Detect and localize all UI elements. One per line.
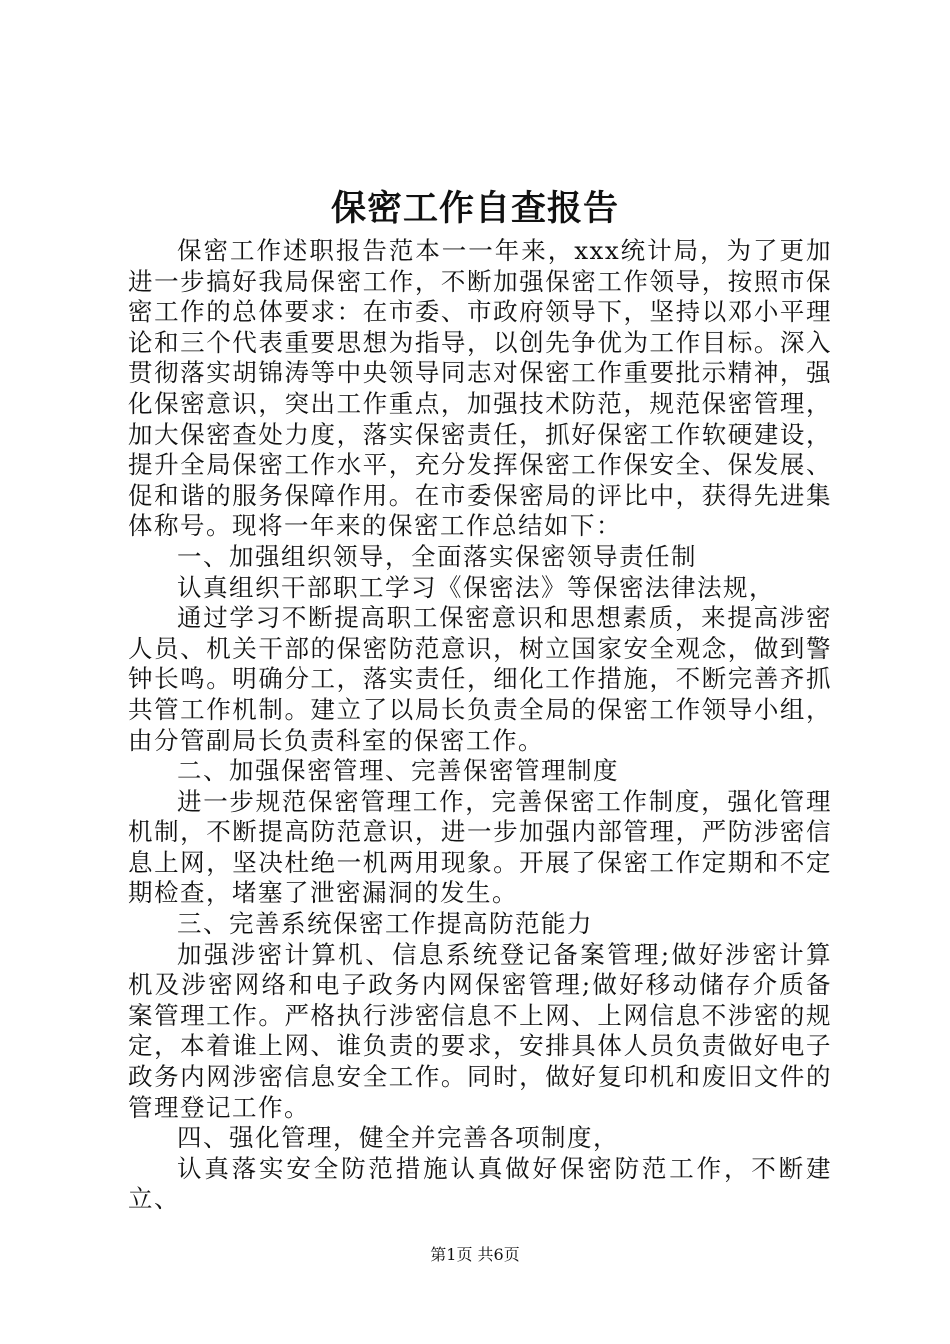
paragraph: 进一步规范保密管理工作，完善保密工作制度，强化管理机制，不断提高防范意识，进一步加强内部管理，严防涉密信息上网，坚决杜绝一机两用现象。开展了保密工作定期和不定期检查，堵塞了泄密漏洞的发生。 xyxy=(128,786,832,908)
section-heading-2: 二、加强保密管理、完善保密管理制度 xyxy=(177,756,619,786)
section-heading-1: 一、加强组织领导，全面落实保密领导责任制 xyxy=(177,541,697,571)
paragraph: 通过学习不断提高职工保密意识和思想素质，来提高涉密人员、机关干部的保密防范意识，树立国家安全观念，做到警钟长鸣。明确分工，落实责任，细化工作措施，不断完善齐抓共管工作机制。建立了以局长负责全局的保密工作领导小组，由分管副局长负责科室的保密工作。 xyxy=(128,603,832,755)
section-heading-4: 四、强化管理，健全并完善各项制度， xyxy=(177,1123,619,1153)
document-body xyxy=(128,236,832,1215)
paragraph: 认真组织干部职工学习《保密法》等保密法律法规， xyxy=(177,572,775,602)
paragraph: 加强涉密计算机、信息系统登记备案管理;做好涉密计算机及涉密网络和电子政务内网保密管理;做好移动储存介质备案管理工作。严格执行涉密信息不上网、上网信息不涉密的规定，本着谁上网、谁负责的要求，安排具体人员负责做好电子政务内网涉密信息安全工作。同时，做好复印机和废旧文件的管理登记工作。 xyxy=(128,939,832,1122)
paragraph: 认真落实安全防范措施认真做好保密防范工作，不断建立、 xyxy=(128,1153,832,1214)
document-title: 保密工作自查报告 xyxy=(330,188,619,229)
page-number-footer: 第1页 共6页 xyxy=(430,1245,520,1264)
paragraph-intro: 保密工作述职报告范本一一年来，xxx统计局，为了更加进一步搞好我局保密工作，不断加强保密工作领导，按照市保密工作的总体要求：在市委、市政府领导下，坚持以邓小平理论和三个代表重要思想为指导，以创先争优为工作目标。深入贯彻落实胡锦涛等中央领导同志对保密工作重要批示精神，强化保密意识，突出工作重点，加强技术防范，规范保密管理，加大保密查处力度，落实保密责任，抓好保密工作软硬建设，提升全局保密工作水平，充分发挥保密工作保安全、保发展、促和谐的服务保障作用。在市委保密局的评比中，获得先进集体称号。现将一年来的保密工作总结如下： xyxy=(128,236,832,541)
section-heading-3: 三、完善系统保密工作提高防范能力 xyxy=(177,909,593,939)
